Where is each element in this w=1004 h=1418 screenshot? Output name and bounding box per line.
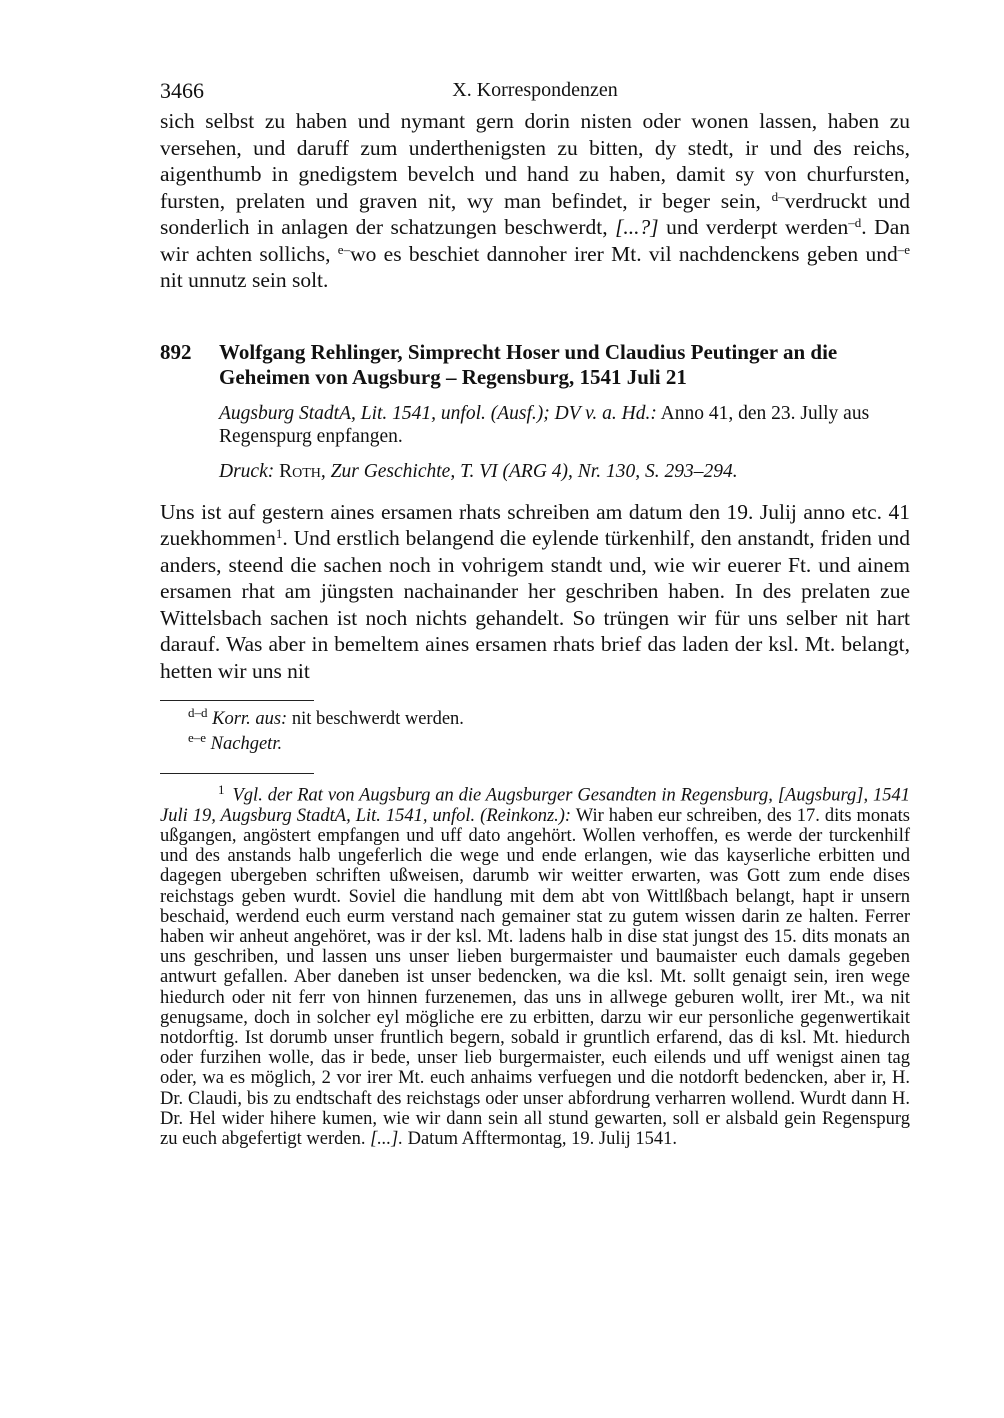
entry-title: Wolfgang Rehlinger, Simprecht Hoser und Claudius Peutinger an die Geheimen von Augsburg – Regensburg, 1541 Juli 21	[219, 339, 838, 389]
entry-heading	[160, 340, 910, 390]
footnote-ref[interactable]: 1	[275, 525, 283, 541]
print-line: Druck: Roth, Zur Geschichte, T. VI (ARG 4), Nr. 130, S. 293–294.	[219, 460, 738, 482]
continued-paragraph: sich selbst zu haben und nymant gern dorin nisten oder wonen lassen, haben zu versehen, und daruff zum underthenigsten zu bitten, dy stedt, ir und des reichs, aigenthumb in gnedigstem bevelch und hand zu haben, damit sy von churfursten, fursten, prelaten und graven nit, wy man befindet, ir beger sein, $^{d-}$verdruckt und sonderlich in anlagen der schatzungen beschwerdt, [...?] und verderpt werden$^{-d}$. Dan wir achten sollichs, $^{e-}$wo es beschiet dannoher irer Mt. vil nachdenckens geben und$^{-e}$ nit unnutz sein solt.	[160, 109, 910, 292]
critical-note: $^{d-d}$ Korr. aus: nit beschwerdt werden.	[188, 704, 464, 729]
author-name: Roth	[279, 460, 321, 482]
footnote-number: 1	[218, 782, 225, 797]
source-line: Augsburg StadtA, Lit. 1541, unfol. (Ausf.); DV v. a. Hd.: Anno 41, den 23. Jully aus Regenspurg enpfangen.	[219, 402, 870, 447]
note-mark: d–	[771, 188, 785, 204]
letter-text: Uns ist auf gestern aines ersamen rhats schreiben am datum den 19. Julij anno etc. 41 zuekhommen$^1$. Und erstlich belangend die eylende türkenhilf, den anstandt, friden und anders, steend die sachen noch in vohrigem standt und, wie wir euerer Ft. und ainem ersamen rhat am jüngsten nachainander her geschriben haben. In des prelaten zue Wittelsbach sachen ist noch nichts gehandelt. So trüngen wir für uns selber nit hart darauf. Was aber in bemeltem aines ersamen rhats brief das laden der ksl. Mt. belangt, hetten wir uns nit	[160, 499, 910, 683]
footnote-rule	[160, 773, 314, 774]
page-header	[160, 78, 910, 108]
note-mark: –d	[848, 214, 862, 230]
footnote-rule	[160, 700, 314, 701]
page-number: 3466	[160, 78, 204, 103]
critical-note: $^{e-e}$ Nachgetr.	[188, 729, 283, 754]
running-title: X. Korrespondenzen	[452, 79, 618, 101]
note-mark: –e	[897, 241, 910, 257]
document-page	[160, 78, 910, 1149]
editorial-gap: [...?]	[615, 215, 659, 239]
footnote-1: $^1$ Vgl. der Rat von Augsburg an die Augsburger Gesandten in Regensburg, [Augsburg], 1541 Juli 19, Augsburg StadtA, Lit. 1541, unfol. (Reinkonz.): Wir haben eur schreiben, des 17. dits monats ußgangen, angöstert empfangen und uff dato angehört. Wollen verhoffen, es werde der turckenhilf und des anstands halb ungeferlich die wege und ende erlangen, wie das kayserliche erbitten und dagegen ubergeben schriften ußweisen, darumb wir weitter erwarten, was Gott zum ende dises reichstags geben wurdt. Soviel die handlung mit dem abt von Wittlßbach belangt, hapt ir unsern beschaid, werdend euch eurm verstand nach gemainer stat zu gutem wissen darin ze halten. Ferrer haben wir anheut angehöret, was ir der ksl. Mt. ladens halb in dise stat jungst des 15. dits monats an uns geschriben, und lassen uns unser lieben burgermaister und baumaister euch damals gegeben antwurt gefallen. Aber daneben ist unser bedencken, wa die ksl. Mt. sollt genaigt sein, iren wege hiedurch oder nit ferr von hinnen furzenemen, das uns in allwege geburen wollt, irer Mt., wa nit genugsame, doch in solcher eyl mögliche ere zu erbitten, darzu wir eur personliche gegenwertikait notdorftig. Ist dorumb unser fruntlich begern, sobald ir gruntlich erfarend, das di ksl. Mt. hiedurch oder furzihen wolle, das ir bede, unser lieb burgermaister, euch eilends und uff wenigst ainen tag oder, wa es möglich, 2 vor irer Mt. euch anhaims verfuegen und die notdorft bedencken, aber ir, H. Dr. Claudi, bis zu endtschaft des reichstags oder unser abfordrung verharren wollend. Wurdt dann H. Dr. Hel wider hihere kumen, wie wir dann sein all stund gewarten, soll er alsbald gein Regenspurg zu euch abgefertigt werden. [...]. Datum Afftermontag, 19. Julij 1541.	[160, 782, 910, 1149]
note-mark: e–	[337, 241, 351, 257]
critical-notes	[160, 704, 910, 757]
source-apparatus	[219, 402, 910, 483]
entry-number: 892	[160, 339, 192, 364]
